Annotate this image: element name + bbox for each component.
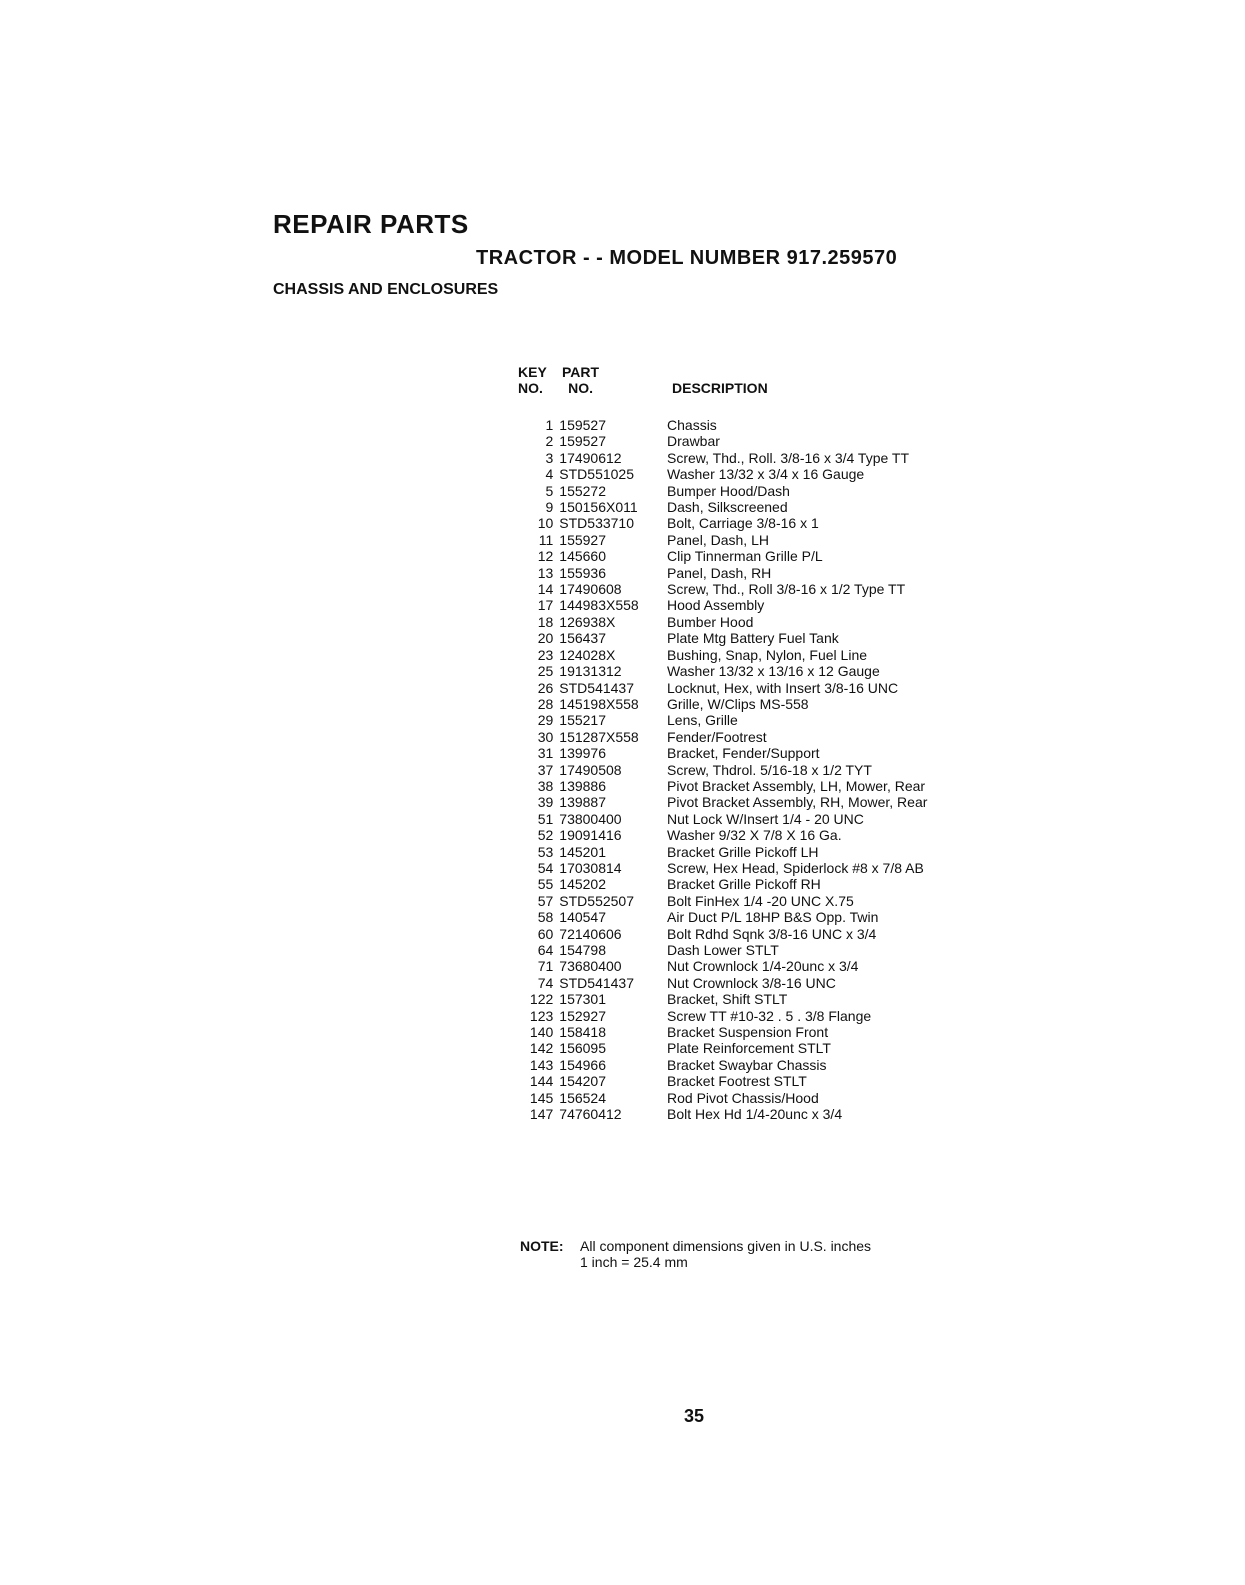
part-number-cell: 139886 <box>559 777 606 794</box>
part-number-cell: STD533710 <box>559 515 634 532</box>
description-cell: Bracket Grille Pickoff LH <box>667 843 819 860</box>
part-number-cell: 151287X558 <box>559 728 639 745</box>
description-cell: Bracket Swaybar Chassis <box>667 1056 827 1073</box>
table-row <box>517 942 957 958</box>
part-number-cell: STD541437 <box>559 679 634 696</box>
note-line1: All component dimensions given in U.S. inches <box>580 1238 872 1254</box>
key-cell: 142 <box>529 1040 554 1057</box>
description-cell: Bumper Hood/Dash <box>667 482 790 499</box>
description-cell: Bolt Hex Hd 1/4-20unc x 3/4 <box>667 1106 843 1123</box>
table-row <box>517 417 957 433</box>
key-cell: 64 <box>537 942 554 958</box>
table-row <box>517 729 957 745</box>
description-cell: Drawbar <box>667 433 720 450</box>
part-number-cell: STD551025 <box>559 466 634 483</box>
description-cell: Plate Reinforcement STLT <box>667 1040 831 1057</box>
table-row <box>517 1073 957 1089</box>
key-cell: 60 <box>537 925 554 942</box>
part-number-cell: 156524 <box>559 1089 606 1106</box>
key-cell: 14 <box>537 581 554 598</box>
table-row <box>517 794 957 810</box>
table-row <box>517 712 957 728</box>
part-number-cell: 155272 <box>559 482 606 499</box>
section-title: CHASSIS AND ENCLOSURES <box>273 281 499 298</box>
key-cell: 39 <box>537 794 554 811</box>
key-cell: 30 <box>537 728 554 745</box>
table-row <box>517 860 957 876</box>
key-header-line1: KEY <box>518 364 547 380</box>
part-number-cell: 155936 <box>559 564 606 581</box>
table-row <box>517 630 957 646</box>
description-cell: Bushing, Snap, Nylon, Fuel Line <box>667 646 868 663</box>
part-number-cell: 139887 <box>559 794 606 811</box>
part-number-cell: 17490508 <box>559 761 622 778</box>
part-column-header <box>562 364 599 396</box>
description-cell: Washer 13/32 x 13/16 x 12 Gauge <box>667 663 880 680</box>
key-cell: 71 <box>537 958 554 975</box>
key-cell: 9 <box>545 499 554 516</box>
part-number-cell: 145198X558 <box>559 695 639 712</box>
description-cell: Dash Lower STLT <box>667 942 779 958</box>
description-cell: Bracket Suspension Front <box>667 1024 829 1041</box>
part-number-cell: 139976 <box>559 745 606 762</box>
description-cell: Bumber Hood <box>667 613 754 630</box>
description-cell: Nut Lock W/Insert 1/4 - 20 UNC <box>667 810 864 827</box>
table-row <box>517 680 957 696</box>
description-cell: Bracket, Shift STLT <box>667 991 788 1008</box>
page-title: REPAIR PARTS <box>273 209 469 239</box>
key-cell: 123 <box>529 1007 554 1024</box>
description-cell: Bracket, Fender/Support <box>667 745 820 762</box>
key-cell: 29 <box>537 712 554 729</box>
key-cell: 31 <box>537 745 554 762</box>
description-cell: Washer 9/32 X 7/8 X 16 Ga. <box>667 827 842 844</box>
description-cell: Bracket Footrest STLT <box>667 1073 807 1090</box>
table-row <box>517 991 957 1007</box>
key-cell: 53 <box>537 843 554 860</box>
key-cell: 13 <box>537 564 554 581</box>
part-number-cell: 145202 <box>559 876 606 893</box>
part-number-cell: 19091416 <box>559 827 622 844</box>
table-row <box>517 433 957 449</box>
part-number-cell: 17490608 <box>559 581 622 598</box>
key-cell: 20 <box>537 630 554 647</box>
table-row <box>517 1106 957 1122</box>
key-cell: 3 <box>545 449 554 466</box>
description-cell: Plate Mtg Battery Fuel Tank <box>667 630 839 647</box>
description-cell: Grille, W/Clips MS-558 <box>667 695 809 712</box>
parts-table <box>517 417 957 1122</box>
table-row <box>517 1090 957 1106</box>
table-row <box>517 597 957 613</box>
description-column-header: DESCRIPTION <box>672 380 768 396</box>
table-row <box>517 614 957 630</box>
key-cell: 12 <box>537 548 554 565</box>
part-number-cell: 145660 <box>559 548 606 565</box>
part-number-cell: STD541437 <box>559 974 634 991</box>
table-row <box>517 926 957 942</box>
parts-table-body <box>517 417 957 1122</box>
part-number-cell: 17030814 <box>559 859 622 876</box>
table-row <box>517 515 957 531</box>
key-cell: 26 <box>537 679 554 696</box>
table-row <box>517 762 957 778</box>
part-number-cell: 154966 <box>559 1056 606 1073</box>
key-cell: 51 <box>537 810 554 827</box>
description-cell: Nut Crownlock 3/8-16 UNC <box>667 974 836 991</box>
table-row <box>517 532 957 548</box>
key-cell: 28 <box>537 695 554 712</box>
key-header-line2: NO. <box>518 380 543 396</box>
description-cell: Panel, Dash, RH <box>667 564 772 581</box>
key-cell: 55 <box>537 876 554 893</box>
key-cell: 147 <box>529 1106 554 1123</box>
description-cell: Hood Assembly <box>667 597 765 614</box>
part-number-cell: 158418 <box>559 1024 606 1041</box>
description-cell: Bracket Grille Pickoff RH <box>667 876 821 893</box>
table-row <box>517 893 957 909</box>
part-number-cell: 157301 <box>559 991 606 1008</box>
key-cell: 58 <box>537 909 554 926</box>
key-cell: 52 <box>537 827 554 844</box>
description-cell: Pivot Bracket Assembly, RH, Mower, Rear <box>667 794 928 811</box>
table-row <box>517 647 957 663</box>
part-number-cell: 154207 <box>559 1073 606 1090</box>
part-number-cell: 159527 <box>559 417 606 433</box>
part-number-cell: 145201 <box>559 843 606 860</box>
key-cell: 11 <box>538 531 554 548</box>
table-row <box>517 844 957 860</box>
description-cell: Dash, Silkscreened <box>667 499 788 516</box>
description-cell: Rod Pivot Chassis/Hood <box>667 1089 819 1106</box>
description-cell: Panel, Dash, LH <box>667 531 769 548</box>
part-number-cell: 124028X <box>559 646 616 663</box>
part-number-cell: 73680400 <box>559 958 622 975</box>
description-cell: Lens, Grille <box>667 712 738 729</box>
description-cell: Screw, Thd., Roll. 3/8-16 x 3/4 Type TT <box>667 449 910 466</box>
key-cell: 54 <box>537 859 554 876</box>
table-row <box>517 466 957 482</box>
part-number-cell: 150156X011 <box>559 499 638 516</box>
part-number-cell: 17490612 <box>559 449 622 466</box>
key-cell: 140 <box>529 1024 554 1041</box>
part-number-cell: 156437 <box>559 630 606 647</box>
table-row <box>517 483 957 499</box>
description-cell: Pivot Bracket Assembly, LH, Mower, Rear <box>667 777 926 794</box>
note <box>520 1238 871 1270</box>
description-cell: Fender/Footrest <box>667 728 767 745</box>
part-number-cell: 19131312 <box>559 663 622 680</box>
key-cell: 23 <box>537 646 554 663</box>
key-cell: 4 <box>545 466 554 483</box>
part-number-cell: 126938X <box>559 613 616 630</box>
table-row <box>517 1057 957 1073</box>
part-number-cell: 159527 <box>559 433 606 450</box>
table-row <box>517 581 957 597</box>
key-cell: 2 <box>545 433 554 450</box>
description-cell: Screw, Thd., Roll 3/8-16 x 1/2 Type TT <box>667 581 906 598</box>
table-row <box>517 548 957 564</box>
part-number-cell: 155927 <box>559 531 606 548</box>
part-number-cell: 144983X558 <box>559 597 639 614</box>
key-cell: 1 <box>545 417 554 433</box>
table-row <box>517 876 957 892</box>
description-cell: Bolt FinHex 1/4 -20 UNC X.75 <box>667 892 854 909</box>
key-cell: 144 <box>529 1073 554 1090</box>
key-cell: 10 <box>537 515 554 532</box>
description-cell: Screw TT #10-32 . 5 . 3/8 Flange <box>667 1007 872 1024</box>
key-cell: 122 <box>529 991 554 1008</box>
description-cell: Nut Crownlock 1/4-20unc x 3/4 <box>667 958 859 975</box>
key-cell: 17 <box>537 597 554 614</box>
key-cell: 37 <box>537 761 554 778</box>
table-row <box>517 909 957 925</box>
model-subtitle: TRACTOR - - MODEL NUMBER 917.259570 <box>476 247 898 269</box>
table-row <box>517 1024 957 1040</box>
page-number: 35 <box>684 1406 705 1426</box>
key-cell: 143 <box>529 1056 554 1073</box>
description-cell: Screw, Hex Head, Spiderlock #8 x 7/8 AB <box>667 859 924 876</box>
note-label: NOTE: <box>520 1238 564 1254</box>
part-number-cell: 140547 <box>559 909 606 926</box>
part-header-line2: NO. <box>568 380 593 396</box>
description-cell: Air Duct P/L 18HP B&S Opp. Twin <box>667 909 879 926</box>
part-number-cell: 154798 <box>559 942 606 958</box>
table-row <box>517 499 957 515</box>
part-number-cell: 72140606 <box>559 925 622 942</box>
key-cell: 25 <box>537 663 554 680</box>
key-column-header <box>518 364 547 396</box>
description-cell: Bolt Rdhd Sqnk 3/8-16 UNC x 3/4 <box>667 925 877 942</box>
table-row <box>517 975 957 991</box>
table-row <box>517 450 957 466</box>
description-cell: Chassis <box>667 417 717 433</box>
description-cell: Locknut, Hex, with Insert 3/8-16 UNC <box>667 679 899 696</box>
key-cell: 5 <box>545 482 554 499</box>
description-cell: Washer 13/32 x 3/4 x 16 Gauge <box>667 466 865 483</box>
key-cell: 145 <box>529 1089 554 1106</box>
part-number-cell: STD552507 <box>559 892 634 909</box>
key-cell: 57 <box>537 892 554 909</box>
table-row <box>517 745 957 761</box>
part-number-cell: 156095 <box>559 1040 606 1057</box>
table-row <box>517 811 957 827</box>
table-row <box>517 958 957 974</box>
table-row <box>517 696 957 712</box>
part-header-line1: PART <box>562 364 600 380</box>
description-cell: Bolt, Carriage 3/8-16 x 1 <box>667 515 819 532</box>
description-cell: Screw, Thdrol. 5/16-18 x 1/2 TYT <box>667 761 872 778</box>
part-number-cell: 74760412 <box>559 1106 622 1123</box>
key-cell: 74 <box>537 974 554 991</box>
description-cell: Clip Tinnerman Grille P/L <box>667 548 823 565</box>
note-line2: 1 inch = 25.4 mm <box>580 1254 688 1270</box>
key-cell: 18 <box>537 613 554 630</box>
table-row <box>517 1008 957 1024</box>
table-row <box>517 1040 957 1056</box>
part-number-cell: 155217 <box>559 712 606 729</box>
table-row <box>517 827 957 843</box>
part-number-cell: 73800400 <box>559 810 622 827</box>
table-row <box>517 778 957 794</box>
table-row <box>517 565 957 581</box>
part-number-cell: 152927 <box>559 1007 606 1024</box>
key-cell: 38 <box>537 777 554 794</box>
table-row <box>517 663 957 679</box>
